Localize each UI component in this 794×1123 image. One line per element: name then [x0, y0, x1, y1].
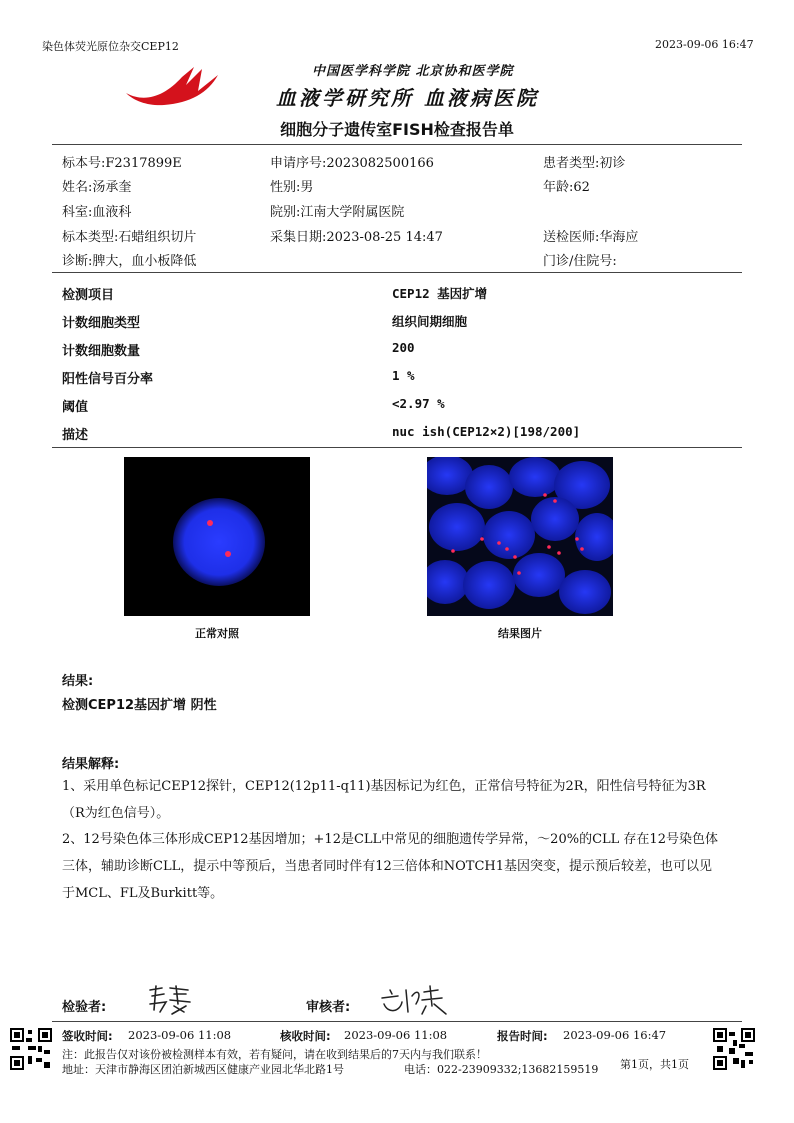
qr-code-right-icon — [713, 1028, 755, 1070]
normal-control-image — [124, 457, 310, 616]
page-number: 第1页，共1页 — [620, 1058, 689, 1071]
result-label: 阈值 — [62, 400, 89, 415]
report-time-label: 报告时间: — [497, 1029, 548, 1043]
institute-line1: 中国医学科学院 北京协和医学院 — [312, 64, 514, 79]
result-image-caption: 结果图片 — [498, 627, 542, 640]
specimen-type: 标本类型:石蜡组织切片 — [62, 230, 197, 245]
divider — [52, 272, 742, 273]
result-label: 描述 — [62, 428, 89, 443]
result-label: 计数细胞类型 — [62, 316, 141, 331]
patient-sex: 性别:男 — [270, 180, 314, 195]
result-value: nuc ish(CEP12×2)[198/200] — [392, 424, 581, 439]
interpretation-heading: 结果解释: — [62, 757, 120, 772]
result-value: 200 — [392, 340, 415, 355]
diagnosis: 诊断:脾大，血小板降低 — [62, 254, 197, 269]
institute-line2: 血液学研究所 血液病医院 — [276, 86, 539, 110]
divider — [52, 1021, 742, 1022]
result-label: 阳性信号百分率 — [62, 372, 154, 387]
result-value: <2.97 % — [392, 396, 445, 411]
sign-time-label: 签收时间: — [62, 1029, 113, 1043]
footer-phone: 电话：022-23909332;13682159519 — [404, 1063, 599, 1076]
doctor: 送检医师:华海应 — [543, 230, 639, 245]
collect-date: 采集日期:2023-08-25 14:47 — [270, 230, 443, 245]
reviewer-signature — [378, 984, 452, 1016]
report-title: 细胞分子遗传室FISH检查报告单 — [280, 120, 514, 139]
patient-type: 患者类型:初诊 — [543, 156, 626, 171]
divider — [52, 144, 742, 145]
examiner-label: 检验者: — [62, 1000, 107, 1015]
result-value: 组织间期细胞 — [392, 314, 468, 329]
hospital: 院别:江南大学附属医院 — [270, 205, 405, 220]
footer-note: 注：此报告仅对该份被检测样本有效，若有疑问，请在收到结果后的7天内与我们联系！ — [62, 1048, 487, 1061]
examiner-signature — [146, 982, 192, 1016]
divider — [52, 447, 742, 448]
reviewer-label: 审核者: — [306, 1000, 351, 1015]
result-image — [427, 457, 613, 616]
qr-code-left-icon — [10, 1028, 52, 1070]
print-time: 2023-09-06 16:47 — [655, 38, 754, 51]
specimen-no: 标本号:F2317899E — [62, 156, 182, 171]
receive-time-label: 核收时间: — [280, 1029, 331, 1043]
result-value: 1 % — [392, 368, 415, 383]
department: 科室:血液科 — [62, 205, 132, 220]
conclusion-text: 检测CEP12基因扩增 阴性 — [62, 698, 217, 713]
sign-time: 2023-09-06 11:08 — [128, 1028, 232, 1042]
conclusion-heading: 结果: — [62, 674, 94, 689]
receive-time: 2023-09-06 11:08 — [344, 1028, 448, 1042]
report-time: 2023-09-06 16:47 — [563, 1028, 667, 1042]
patient-age: 年龄:62 — [543, 180, 590, 195]
patient-name: 姓名:汤承奎 — [62, 180, 132, 195]
result-label: 检测项目 — [62, 288, 115, 303]
interpretation-paragraph-2: 2、12号染色体三体形成CEP12基因增加；+12是CLL中常见的细胞遗传学异常，～20%的CLL 存在12号染色体三体，辅助诊断CLL，提示中等预后，当患者同时伴有12三倍体和NOTCH1基因突变，提示预后较差，也可以见于MCL、FL及Burkitt等。 — [62, 832, 718, 901]
result-value: CEP12 基因扩增 — [392, 286, 488, 301]
document-name: 染色体荧光原位杂交CEP12 — [42, 40, 179, 53]
result-label: 计数细胞数量 — [62, 344, 141, 359]
footer-address: 地址：天津市静海区团泊新城西区健康产业园北华北路1号 — [62, 1063, 344, 1076]
interpretation-paragraph-1: 1、采用单色标记CEP12探针，CEP12(12p11-q11)基因标记为红色，正常信号特征为2R，阳性信号特征为3R（R为红色信号）。 — [62, 779, 706, 821]
request-no: 申请序号:2023082500166 — [270, 156, 434, 171]
outpatient-no: 门诊/住院号: — [543, 254, 617, 269]
institute-logo — [124, 63, 220, 107]
normal-control-caption: 正常对照 — [195, 627, 239, 640]
